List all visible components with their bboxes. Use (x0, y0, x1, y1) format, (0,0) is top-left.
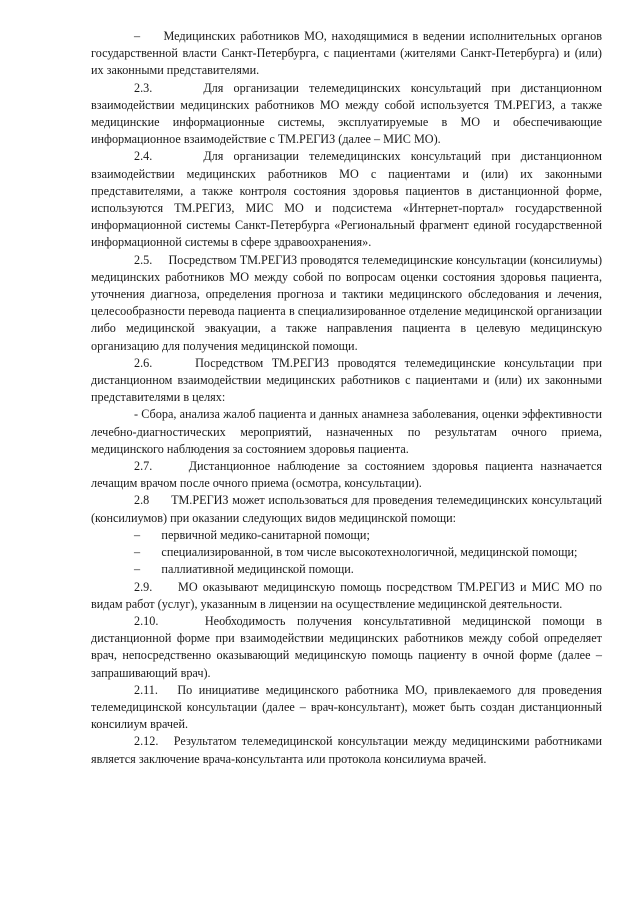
paragraph-2-9: 2.9. МО оказывают медицинскую помощь посредством ТМ.РЕГИЗ и МИС МО по видам работ (услуг), указанным в лицензии на осуществление медицинской деятельности. (91, 579, 602, 611)
paragraph-2-6: 2.6. Посредством ТМ.РЕГИЗ проводятся телемедицинские консультации при дистанционном взаимодействии медицинских работников с пациентами и (или) их законными представителями в целях: (91, 355, 602, 405)
paragraph-2-3: 2.3. Для организации телемедицинских консультаций при дистанционном взаимодействии медицинских работников МО между собой используется ТМ.РЕГИЗ, а также медицинские информационные системы, эксплуатируемые в МО и обеспечивающие информационное взаимодействие с ТМ.РЕГИЗ (далее – МИС МО). (91, 80, 602, 147)
paragraph-dash-item: – Медицинских работников МО, находящимися в ведении исполнительных органов государственной власти Санкт-Петербурга, с пациентами (жителями Санкт-Петербурга) и (или) их законными представителями. (91, 29, 602, 78)
list-item-palliative-care: – паллиативной медицинской помощи. (134, 562, 354, 577)
paragraph-2-6-item: - Сбора, анализа жалоб пациента и данных анамнеза заболевания, оценки эффективности лечебно-диагностических мероприятий, назначенных по результатам очного приема, медицинского наблюдения за состоянием здоровья пациента. (91, 407, 602, 456)
paragraph-2-4: 2.4. Для организации телемедицинских консультаций при дистанционном взаимодействии медицинских работников МО с пациентами и (или) их законными представителями, а также контроля состояния здоровья пациентов в дистанционной форме, используются ТМ.РЕГИЗ, МИС МО и подсистема «Интернет-портал» государственной информационной системы Санкт-Петербурга «Региональный фрагмент единой государственной информационной системы в сфере здравоохранения». (91, 149, 602, 250)
list-item-specialized-care: – специализированной, в том числе высокотехнологичной, медицинской помощи; (134, 545, 578, 560)
paragraph-2-12: 2.12. Результатом телемедицинской консультации между медицинскими работниками является заключение врача-консультанта или протокола консилиума врачей. (91, 734, 602, 766)
paragraph-2-8: 2.8 ТМ.РЕГИЗ может использоваться для проведения телемедицинских консультаций (консилиумов) при оказании следующих видов медицинской помощи: (91, 493, 602, 525)
paragraph-2-5: 2.5. Посредством ТМ.РЕГИЗ проводятся телемедицинские консультации (консилиумы) медицинских работников МО между собой по вопросам оценки состояния здоровья пациента, уточнения диагноза, определения прогноза и тактики медицинского обследования и лечения, целесообразности перевода пациента в специализированное отделение медицинской организации либо медицинской эвакуации, а также направления пациента в целевую медицинскую организацию для получения медицинской помощи. (91, 252, 602, 353)
paragraph-2-10: 2.10. Необходимость получения консультативной медицинской помощи в дистанционной форме при взаимодействии медицинских работников между собой определяет врач, непосредственно оказывающий медицинскую помощь пациенту в очной форме (далее – запрашивающий врач). (91, 613, 602, 680)
list-item-primary-care: – первичной медико-санитарной помощи; (134, 527, 370, 542)
paragraph-2-7: 2.7. Дистанционное наблюдение за состоянием здоровья пациента назначается лечащим врачом после очного приема (осмотра, консультации). (91, 459, 602, 491)
paragraph-2-11: 2.11. По инициативе медицинского работника МО, привлекаемого для проведения телемедицинской консультации (далее – врач-консультант), может быть создан дистанционный консилиум врачей. (91, 682, 602, 732)
